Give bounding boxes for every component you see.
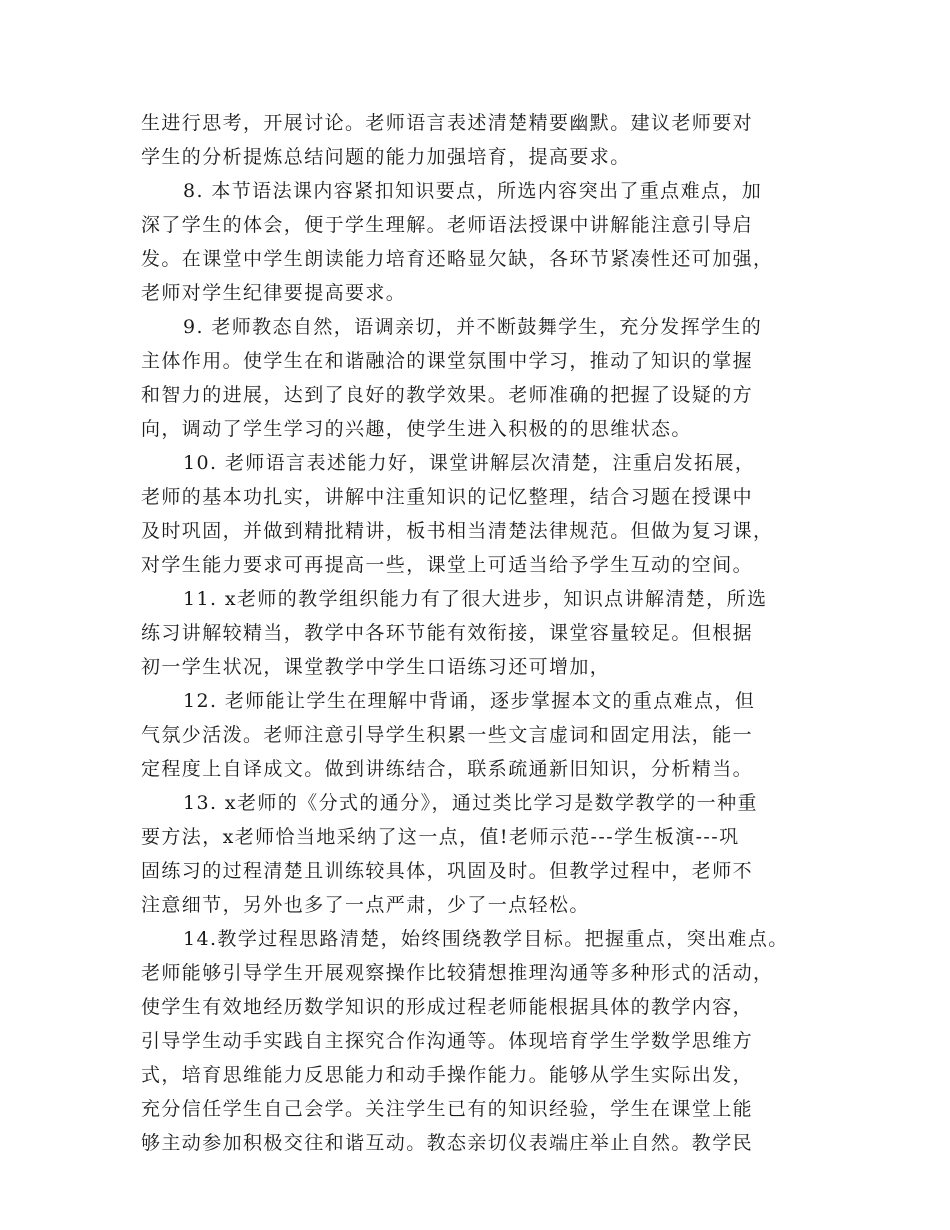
text-line: 10. 老师语言表述能力好，课堂讲解层次清楚，注重启发拓展，	[183, 452, 756, 474]
text-line: 及时巩固，并做到精批精讲，板书相当清楚法律规范。但做为复习课，	[141, 520, 774, 542]
text-line: 对学生能力要求可再提高一些，课堂上可适当给予学生互动的空间。	[141, 554, 754, 576]
text-line: 学生的分析提炼总结问题的能力加强培育，提高要求。	[141, 146, 631, 168]
text-line: 老师对学生纪律要提高要求。	[141, 282, 407, 304]
text-line: 老师的基本功扎实，讲解中注重知识的记忆整理，结合习题在授课中	[141, 486, 754, 508]
text-line: 要方法，x老师恰当地采纳了这一点，值!老师示范---学生板演---巩	[141, 826, 740, 848]
text-line: 发。在课堂中学生朗读能力培育还略显欠缺，各环节紧凑性还可加强，	[141, 248, 774, 270]
text-line: 练习讲解较精当，教学中各环节能有效衔接，课堂容量较足。但根据	[141, 622, 754, 644]
text-line: 够主动参加积极交往和谐互动。教态亲切仪表端庄举止自然。教学民	[141, 1132, 754, 1154]
text-line: 使学生有效地经历数学知识的形成过程老师能根据具体的教学内容，	[141, 996, 754, 1018]
text-line: 12. 老师能让学生在理解中背诵，逐步掌握本文的重点难点，但	[183, 690, 756, 712]
text-line: 9. 老师教态自然，语调亲切，并不断鼓舞学生，充分发挥学生的	[183, 316, 763, 338]
text-line: 注意细节，另外也多了一点严肃，少了一点轻松。	[141, 894, 590, 916]
text-line: 初一学生状况，课堂教学中学生口语练习还可增加，	[141, 656, 611, 678]
text-line: 向，调动了学生学习的兴趣，使学生进入积极的的思维状态。	[141, 418, 692, 440]
text-line: 8. 本节语法课内容紧扣知识要点，所选内容突出了重点难点，加	[183, 180, 763, 202]
text-line: 主体作用。使学生在和谐融洽的课堂氛围中学习，推动了知识的掌握	[141, 350, 754, 372]
text-line: 14.教学过程思路清楚，始终围绕教学目标。把握重点，突出难点。	[183, 928, 789, 950]
text-line: 深了学生的体会，便于学生理解。老师语法授课中讲解能注意引导启	[141, 214, 754, 236]
document-body	[141, 106, 841, 1160]
text-line: 引导学生动手实践自主探究合作沟通等。体现培育学生学数学思维方	[141, 1030, 754, 1052]
text-line: 老师能够引导学生开展观察操作比较猜想推理沟通等多种形式的活动，	[141, 962, 774, 984]
text-line: 式，培育思维能力反思能力和动手操作能力。能够从学生实际出发，	[141, 1064, 754, 1086]
text-line: 气氛少活泼。老师注意引导学生积累一些文言虚词和固定用法，能一	[141, 724, 754, 746]
text-line: 生进行思考，开展讨论。老师语言表述清楚精要幽默。建议老师要对	[141, 112, 754, 134]
text-line: 13. x老师的《分式的通分》，通过类比学习是数学教学的一种重	[183, 792, 758, 814]
text-line: 定程度上自译成文。做到讲练结合，联系疏通新旧知识，分析精当。	[141, 758, 754, 780]
text-line: 11. x老师的教学组织能力有了很大进步，知识点讲解清楚，所选	[183, 588, 768, 610]
text-line: 和智力的进展，达到了良好的教学效果。老师准确的把握了设疑的方	[141, 384, 754, 406]
text-line: 充分信任学生自己会学。关注学生已有的知识经验，学生在课堂上能	[141, 1098, 754, 1120]
text-line: 固练习的过程清楚且训练较具体，巩固及时。但教学过程中，老师不	[141, 860, 754, 882]
